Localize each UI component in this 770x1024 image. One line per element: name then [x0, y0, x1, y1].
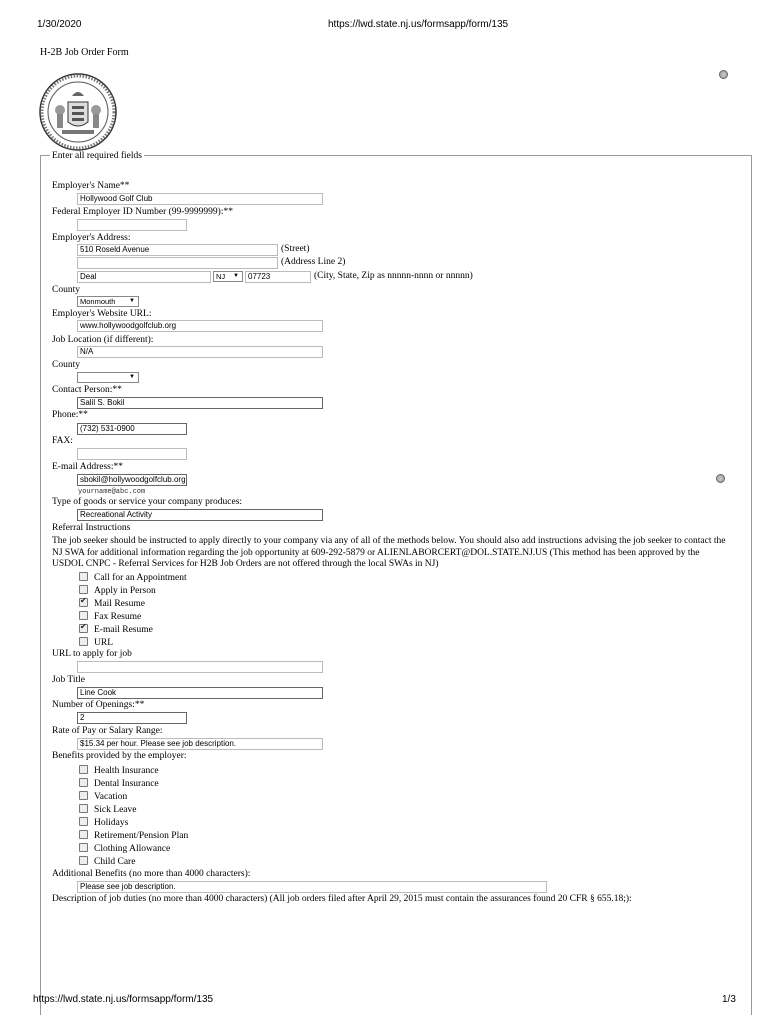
phone-input[interactable]: (732) 531-0900 [77, 423, 187, 435]
city-state-zip-hint: (City, State, Zip as nnnnn-nnnn or nnnnn) [314, 271, 473, 281]
phone-label: Phone:** [52, 410, 88, 420]
additional-benefits-input[interactable]: Please see job description. [77, 881, 547, 893]
county-select[interactable] [77, 296, 139, 307]
referral-option[interactable] [79, 611, 141, 622]
checkbox-icon[interactable] [79, 778, 88, 787]
job-title-label: Job Title [52, 675, 86, 685]
fax-input[interactable] [77, 448, 187, 460]
additional-benefits-label: Additional Benefits (no more than 4000 characters): [52, 869, 251, 879]
print-url: https://lwd.state.nj.us/formsapp/form/135 [328, 19, 509, 30]
benefit-option[interactable] [79, 843, 170, 854]
referral-option-label: Call for an Appointment [94, 573, 187, 583]
checkbox-icon[interactable] [79, 585, 88, 594]
referral-option[interactable] [79, 624, 153, 635]
checkbox-icon[interactable] [79, 830, 88, 839]
checkbox-icon[interactable] [79, 817, 88, 826]
website-input[interactable]: www.hollywoodgolfclub.org [77, 320, 323, 332]
address-line2-input[interactable] [77, 257, 278, 269]
referral-option-label: Mail Resume [94, 599, 145, 609]
checkbox-icon[interactable] [79, 804, 88, 813]
benefit-option[interactable] [79, 830, 188, 841]
referral-option-label: Apply in Person [94, 586, 156, 596]
referral-option-label: URL [94, 638, 113, 648]
openings-label: Number of Openings:** [52, 700, 145, 710]
fieldset-legend: Enter all required fields [52, 151, 142, 161]
contact-input[interactable]: Salil S. Bokil [77, 397, 323, 409]
chevron-down-icon: ▼ [129, 298, 135, 304]
referral-heading: Referral Instructions [52, 523, 131, 533]
checkbox-icon[interactable] [79, 791, 88, 800]
form-title: H-2B Job Order Form [40, 47, 129, 58]
print-date: 1/30/2020 [37, 19, 82, 30]
contact-label: Contact Person:** [52, 385, 122, 395]
zip-input[interactable]: 07723 [245, 271, 311, 283]
employer-name-label: Employer's Name** [52, 181, 130, 191]
benefit-option[interactable] [79, 765, 159, 776]
benefit-option-label: Sick Leave [94, 805, 137, 815]
checkbox-icon[interactable] [79, 856, 88, 865]
referral-option-label: Fax Resume [94, 612, 142, 622]
email-hint: yourname@abc.com [78, 488, 146, 496]
fein-label: Federal Employer ID Number (99-9999999):** [52, 207, 233, 217]
radio-option-icon[interactable] [716, 474, 725, 483]
apply-url-label: URL to apply for job [52, 649, 132, 659]
footer-url: https://lwd.state.nj.us/formsapp/form/135 [33, 994, 214, 1005]
referral-text: The job seeker should be instructed to apply directly to your company via any of all of the methods below. You should also add instructions advising the job seeker to contact the NJ SWA for additional information regarding the job opportunity at 609-292-5879 or ALIENLABORCERT@DOL.STATE.NJ.US (This method has been approved by the USDOL CNPC - Referral Services for H2B Job Orders are not offered through the local SWAs in NJ) [52, 536, 726, 570]
checkbox-icon[interactable] [79, 572, 88, 581]
pay-label: Rate of Pay or Salary Range: [52, 726, 163, 736]
job-location-label: Job Location (if different): [52, 335, 154, 345]
benefit-option[interactable] [79, 791, 127, 802]
goods-label: Type of goods or service your company produces: [52, 497, 243, 507]
email-label: E-mail Address:** [52, 462, 123, 472]
benefit-option-label: Health Insurance [94, 766, 159, 776]
email-input[interactable]: sbokil@hollywoodgolfclub.org [77, 474, 187, 486]
employer-name-input[interactable]: Hollywood Golf Club [77, 193, 323, 205]
nj-state-seal [38, 72, 118, 152]
address-line2-hint: (Address Line 2) [281, 257, 346, 267]
duties-label: Description of job duties (no more than 4000 characters) (All job orders filed after April 29, 2015 must contain the assurances found 20 CFR § 655.18;): [52, 894, 632, 904]
website-label: Employer's Website URL: [52, 309, 152, 319]
county-label: County [52, 285, 80, 295]
checkbox-icon[interactable] [79, 611, 88, 620]
referral-option[interactable] [79, 598, 145, 609]
benefit-option[interactable] [79, 856, 135, 867]
benefit-option-label: Vacation [94, 792, 128, 802]
referral-option-label: E-mail Resume [94, 625, 153, 635]
referral-option[interactable] [79, 637, 113, 648]
fax-label: FAX: [52, 436, 73, 446]
job-title-input[interactable]: Line Cook [77, 687, 323, 699]
benefit-option-label: Holidays [94, 818, 129, 828]
checkbox-icon[interactable] [79, 765, 88, 774]
benefit-option[interactable] [79, 817, 128, 828]
county-value: Monmouth [80, 297, 116, 306]
fein-input[interactable] [77, 219, 187, 231]
benefit-option[interactable] [79, 804, 136, 815]
chevron-down-icon: ▼ [129, 374, 135, 380]
openings-input[interactable]: 2 [77, 712, 187, 724]
goods-input[interactable]: Recreational Activity [77, 509, 323, 521]
checkbox-checked-icon[interactable] [79, 598, 88, 607]
pay-input[interactable]: $15.34 per hour. Please see job description. [77, 738, 323, 750]
checkbox-icon[interactable] [79, 843, 88, 852]
apply-url-input[interactable] [77, 661, 323, 673]
county2-select[interactable] [77, 372, 139, 383]
state-value: NJ [216, 272, 226, 281]
benefit-option-label: Dental Insurance [94, 779, 159, 789]
radio-option-icon[interactable] [719, 70, 728, 79]
address-label: Employer's Address: [52, 233, 131, 243]
street-hint: (Street) [281, 244, 310, 254]
checkbox-icon[interactable] [79, 637, 88, 646]
city-input[interactable]: Deal [77, 271, 211, 283]
benefit-option-label: Child Care [94, 857, 136, 867]
street-input[interactable]: 510 Roseld Avenue [77, 244, 278, 256]
referral-option[interactable] [79, 572, 187, 583]
checkbox-checked-icon[interactable] [79, 624, 88, 633]
benefit-option[interactable] [79, 778, 159, 789]
job-location-input[interactable]: N/A [77, 346, 323, 358]
county2-label: County [52, 360, 80, 370]
footer-page-number: 1/3 [722, 994, 736, 1005]
referral-option[interactable] [79, 585, 156, 596]
benefit-option-label: Clothing Allowance [94, 844, 171, 854]
state-select[interactable] [213, 271, 243, 282]
benefits-label: Benefits provided by the employer: [52, 751, 187, 761]
chevron-down-icon: ▼ [233, 273, 239, 279]
benefit-option-label: Retirement/Pension Plan [94, 831, 189, 841]
